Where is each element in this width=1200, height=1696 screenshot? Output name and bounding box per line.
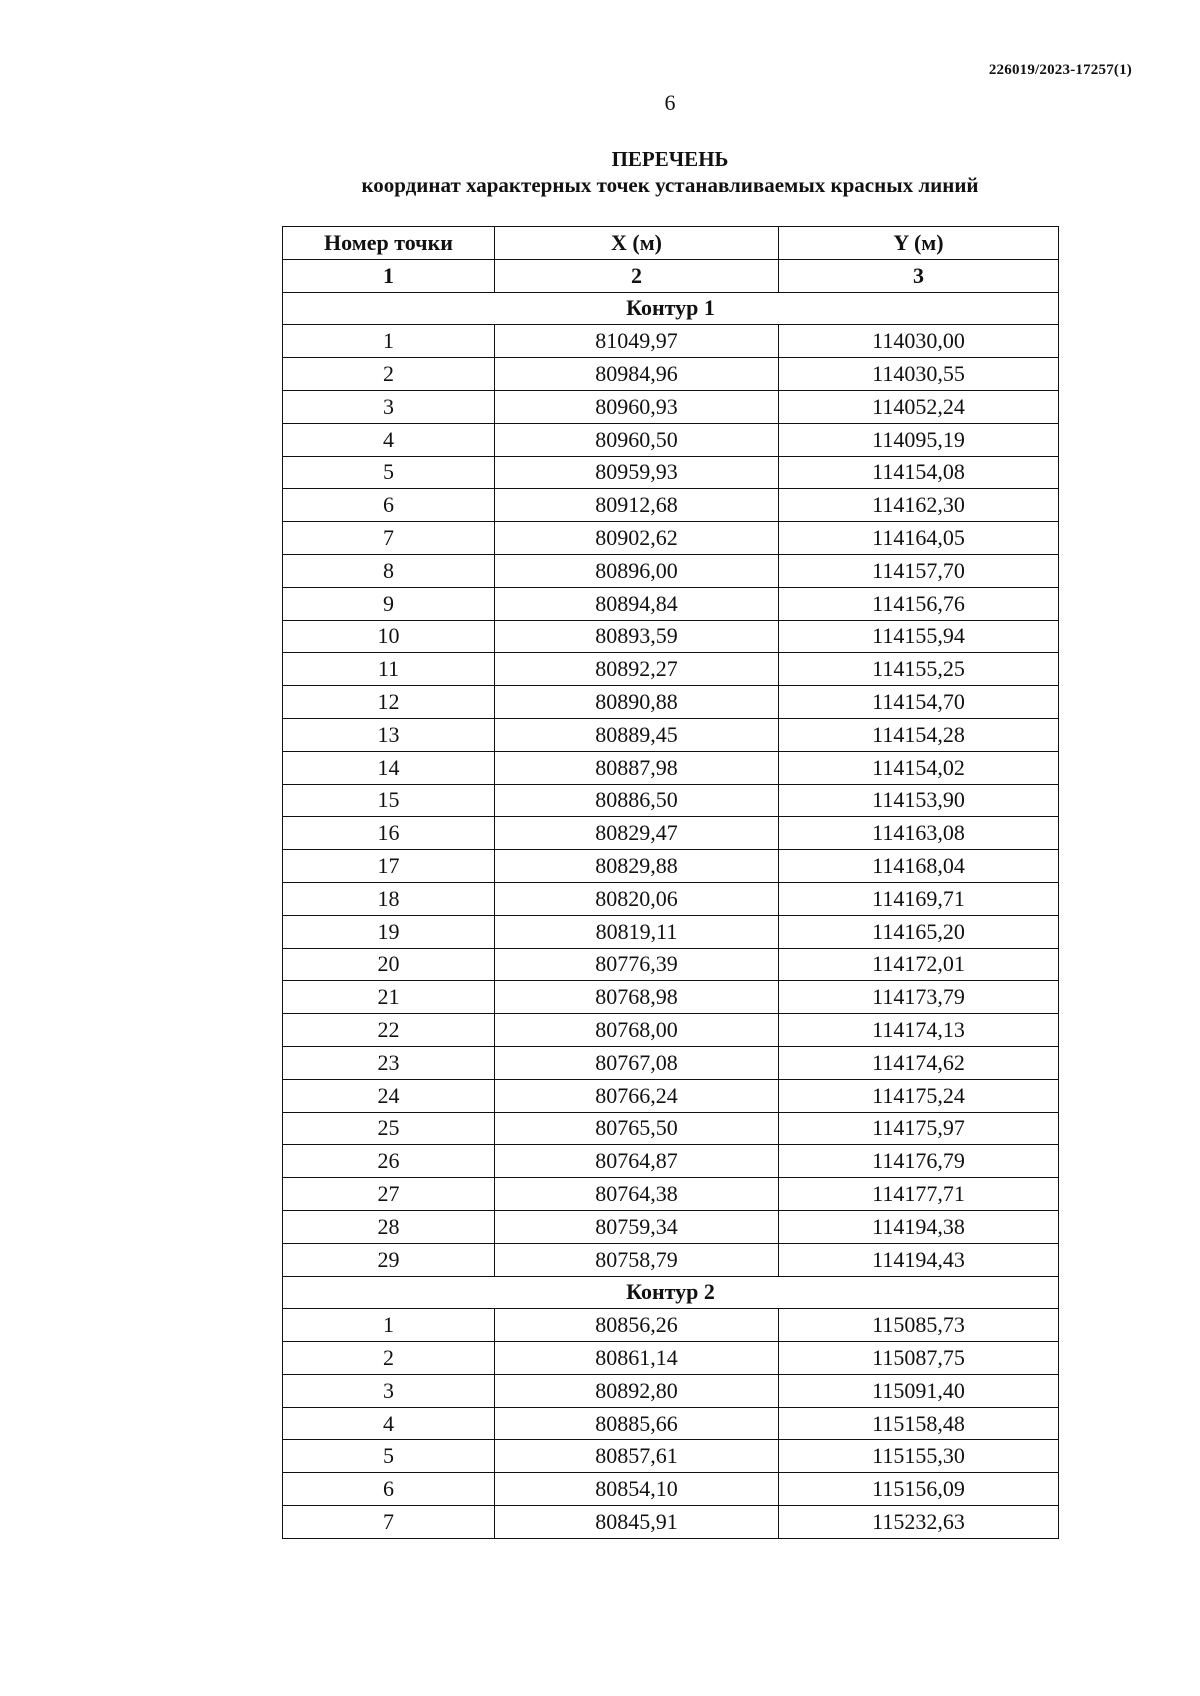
y-coordinate-cell: 114169,71 bbox=[779, 882, 1059, 915]
column-number: 1 bbox=[283, 259, 495, 292]
point-number-cell: 18 bbox=[283, 882, 495, 915]
x-coordinate-cell: 80776,39 bbox=[495, 948, 779, 981]
point-number-cell: 20 bbox=[283, 948, 495, 981]
table-row bbox=[283, 358, 1059, 391]
point-number-cell: 26 bbox=[283, 1145, 495, 1178]
y-coordinate-cell: 114164,05 bbox=[779, 522, 1059, 555]
table-row bbox=[283, 915, 1059, 948]
column-number: 2 bbox=[495, 259, 779, 292]
table-row bbox=[283, 1243, 1059, 1276]
point-number-cell: 13 bbox=[283, 718, 495, 751]
x-coordinate-cell: 80764,38 bbox=[495, 1178, 779, 1211]
x-coordinate-cell: 80766,24 bbox=[495, 1079, 779, 1112]
x-coordinate-cell: 80892,80 bbox=[495, 1374, 779, 1407]
y-coordinate-cell: 114194,38 bbox=[779, 1210, 1059, 1243]
x-coordinate-cell: 80758,79 bbox=[495, 1243, 779, 1276]
table-row bbox=[283, 1079, 1059, 1112]
y-coordinate-cell: 114052,24 bbox=[779, 390, 1059, 423]
table-row bbox=[283, 423, 1059, 456]
y-coordinate-cell: 114174,13 bbox=[779, 1014, 1059, 1047]
table-row bbox=[283, 1440, 1059, 1473]
x-coordinate-cell: 80960,93 bbox=[495, 390, 779, 423]
point-number-cell: 19 bbox=[283, 915, 495, 948]
table-body bbox=[283, 292, 1059, 1538]
y-coordinate-cell: 115087,75 bbox=[779, 1342, 1059, 1375]
x-coordinate-cell: 80845,91 bbox=[495, 1506, 779, 1539]
x-coordinate-cell: 80857,61 bbox=[495, 1440, 779, 1473]
x-coordinate-cell: 80767,08 bbox=[495, 1046, 779, 1079]
y-coordinate-cell: 115156,09 bbox=[779, 1473, 1059, 1506]
x-coordinate-cell: 80892,27 bbox=[495, 653, 779, 686]
table-row bbox=[283, 1309, 1059, 1342]
point-number-cell: 3 bbox=[283, 1374, 495, 1407]
point-number-cell: 27 bbox=[283, 1178, 495, 1211]
table-row bbox=[283, 850, 1059, 883]
table-row bbox=[283, 751, 1059, 784]
table-row bbox=[283, 981, 1059, 1014]
table-row bbox=[283, 718, 1059, 751]
y-coordinate-cell: 115158,48 bbox=[779, 1407, 1059, 1440]
column-number-row bbox=[283, 259, 1059, 292]
y-coordinate-cell: 114175,97 bbox=[779, 1112, 1059, 1145]
table-row bbox=[283, 1210, 1059, 1243]
x-coordinate-cell: 80819,11 bbox=[495, 915, 779, 948]
y-coordinate-cell: 115232,63 bbox=[779, 1506, 1059, 1539]
y-coordinate-cell: 114095,19 bbox=[779, 423, 1059, 456]
point-number-cell: 12 bbox=[283, 686, 495, 719]
table-header-row bbox=[283, 227, 1059, 260]
point-number-cell: 2 bbox=[283, 1342, 495, 1375]
table-row bbox=[283, 390, 1059, 423]
y-coordinate-cell: 114155,94 bbox=[779, 620, 1059, 653]
y-coordinate-cell: 114177,71 bbox=[779, 1178, 1059, 1211]
x-coordinate-cell: 80984,96 bbox=[495, 358, 779, 391]
table-row bbox=[283, 587, 1059, 620]
point-number-cell: 23 bbox=[283, 1046, 495, 1079]
point-number-cell: 29 bbox=[283, 1243, 495, 1276]
point-number-cell: 24 bbox=[283, 1079, 495, 1112]
table-row bbox=[283, 456, 1059, 489]
x-coordinate-cell: 80759,34 bbox=[495, 1210, 779, 1243]
column-header-x: X (м) bbox=[495, 227, 779, 260]
y-coordinate-cell: 114154,08 bbox=[779, 456, 1059, 489]
table-row bbox=[283, 1342, 1059, 1375]
document-id: 226019/2023-17257(1) bbox=[988, 62, 1132, 78]
y-coordinate-cell: 114172,01 bbox=[779, 948, 1059, 981]
y-coordinate-cell: 115155,30 bbox=[779, 1440, 1059, 1473]
table-row bbox=[283, 620, 1059, 653]
table-row bbox=[283, 817, 1059, 850]
x-coordinate-cell: 80889,45 bbox=[495, 718, 779, 751]
contour-label: Контур 2 bbox=[283, 1276, 1059, 1309]
x-coordinate-cell: 80856,26 bbox=[495, 1309, 779, 1342]
table-row bbox=[283, 1112, 1059, 1145]
x-coordinate-cell: 80829,47 bbox=[495, 817, 779, 850]
point-number-cell: 5 bbox=[283, 456, 495, 489]
contour-heading-row bbox=[283, 292, 1059, 325]
point-number-cell: 11 bbox=[283, 653, 495, 686]
point-number-cell: 7 bbox=[283, 522, 495, 555]
point-number-cell: 9 bbox=[283, 587, 495, 620]
y-coordinate-cell: 114030,55 bbox=[779, 358, 1059, 391]
y-coordinate-cell: 114154,02 bbox=[779, 751, 1059, 784]
y-coordinate-cell: 114173,79 bbox=[779, 981, 1059, 1014]
point-number-cell: 1 bbox=[283, 325, 495, 358]
point-number-cell: 3 bbox=[283, 390, 495, 423]
x-coordinate-cell: 80894,84 bbox=[495, 587, 779, 620]
point-number-cell: 25 bbox=[283, 1112, 495, 1145]
x-coordinate-cell: 80768,98 bbox=[495, 981, 779, 1014]
y-coordinate-cell: 114162,30 bbox=[779, 489, 1059, 522]
contour-label: Контур 1 bbox=[283, 292, 1059, 325]
table-row bbox=[283, 1473, 1059, 1506]
x-coordinate-cell: 80893,59 bbox=[495, 620, 779, 653]
page-title: ПЕРЕЧЕНЬ bbox=[611, 147, 729, 171]
x-coordinate-cell: 80854,10 bbox=[495, 1473, 779, 1506]
y-coordinate-cell: 114175,24 bbox=[779, 1079, 1059, 1112]
x-coordinate-cell: 80820,06 bbox=[495, 882, 779, 915]
x-coordinate-cell: 80861,14 bbox=[495, 1342, 779, 1375]
point-number-cell: 4 bbox=[283, 1407, 495, 1440]
x-coordinate-cell: 80959,93 bbox=[495, 456, 779, 489]
x-coordinate-cell: 80896,00 bbox=[495, 554, 779, 587]
x-coordinate-cell: 80829,88 bbox=[495, 850, 779, 883]
table-row bbox=[283, 489, 1059, 522]
y-coordinate-cell: 114030,00 bbox=[779, 325, 1059, 358]
table-row bbox=[283, 1014, 1059, 1047]
table-row bbox=[283, 554, 1059, 587]
x-coordinate-cell: 80765,50 bbox=[495, 1112, 779, 1145]
coordinates-table bbox=[282, 226, 1059, 1539]
point-number-cell: 14 bbox=[283, 751, 495, 784]
y-coordinate-cell: 114176,79 bbox=[779, 1145, 1059, 1178]
column-header-point-number: Номер точки bbox=[283, 227, 495, 260]
table-row bbox=[283, 1407, 1059, 1440]
y-coordinate-cell: 115085,73 bbox=[779, 1309, 1059, 1342]
table-row bbox=[283, 325, 1059, 358]
x-coordinate-cell: 80960,50 bbox=[495, 423, 779, 456]
y-coordinate-cell: 114155,25 bbox=[779, 653, 1059, 686]
page-subtitle: координат характерных точек устанавливаемых красных линий bbox=[361, 173, 979, 197]
column-number: 3 bbox=[779, 259, 1059, 292]
y-coordinate-cell: 114156,76 bbox=[779, 587, 1059, 620]
table-row bbox=[283, 882, 1059, 915]
y-coordinate-cell: 114165,20 bbox=[779, 915, 1059, 948]
point-number-cell: 4 bbox=[283, 423, 495, 456]
y-coordinate-cell: 114153,90 bbox=[779, 784, 1059, 817]
point-number-cell: 7 bbox=[283, 1506, 495, 1539]
y-coordinate-cell: 114154,28 bbox=[779, 718, 1059, 751]
point-number-cell: 8 bbox=[283, 554, 495, 587]
point-number-cell: 10 bbox=[283, 620, 495, 653]
column-header-y: Y (м) bbox=[779, 227, 1059, 260]
x-coordinate-cell: 80887,98 bbox=[495, 751, 779, 784]
x-coordinate-cell: 80890,88 bbox=[495, 686, 779, 719]
point-number-cell: 2 bbox=[283, 358, 495, 391]
point-number-cell: 21 bbox=[283, 981, 495, 1014]
table-row bbox=[283, 686, 1059, 719]
table-row bbox=[283, 948, 1059, 981]
y-coordinate-cell: 114194,43 bbox=[779, 1243, 1059, 1276]
x-coordinate-cell: 80912,68 bbox=[495, 489, 779, 522]
x-coordinate-cell: 80902,62 bbox=[495, 522, 779, 555]
table-row bbox=[283, 1046, 1059, 1079]
y-coordinate-cell: 114163,08 bbox=[779, 817, 1059, 850]
x-coordinate-cell: 80764,87 bbox=[495, 1145, 779, 1178]
point-number-cell: 15 bbox=[283, 784, 495, 817]
table-row bbox=[283, 1506, 1059, 1539]
x-coordinate-cell: 81049,97 bbox=[495, 325, 779, 358]
y-coordinate-cell: 114157,70 bbox=[779, 554, 1059, 587]
contour-heading-row bbox=[283, 1276, 1059, 1309]
y-coordinate-cell: 114154,70 bbox=[779, 686, 1059, 719]
table-row bbox=[283, 653, 1059, 686]
x-coordinate-cell: 80886,50 bbox=[495, 784, 779, 817]
y-coordinate-cell: 115091,40 bbox=[779, 1374, 1059, 1407]
point-number-cell: 22 bbox=[283, 1014, 495, 1047]
page-number: 6 bbox=[664, 90, 676, 115]
table-row bbox=[283, 784, 1059, 817]
x-coordinate-cell: 80885,66 bbox=[495, 1407, 779, 1440]
x-coordinate-cell: 80768,00 bbox=[495, 1014, 779, 1047]
table-row bbox=[283, 522, 1059, 555]
point-number-cell: 1 bbox=[283, 1309, 495, 1342]
point-number-cell: 16 bbox=[283, 817, 495, 850]
table-row bbox=[283, 1145, 1059, 1178]
point-number-cell: 28 bbox=[283, 1210, 495, 1243]
y-coordinate-cell: 114174,62 bbox=[779, 1046, 1059, 1079]
point-number-cell: 6 bbox=[283, 1473, 495, 1506]
point-number-cell: 6 bbox=[283, 489, 495, 522]
table-row bbox=[283, 1178, 1059, 1211]
y-coordinate-cell: 114168,04 bbox=[779, 850, 1059, 883]
point-number-cell: 5 bbox=[283, 1440, 495, 1473]
point-number-cell: 17 bbox=[283, 850, 495, 883]
table-row bbox=[283, 1374, 1059, 1407]
